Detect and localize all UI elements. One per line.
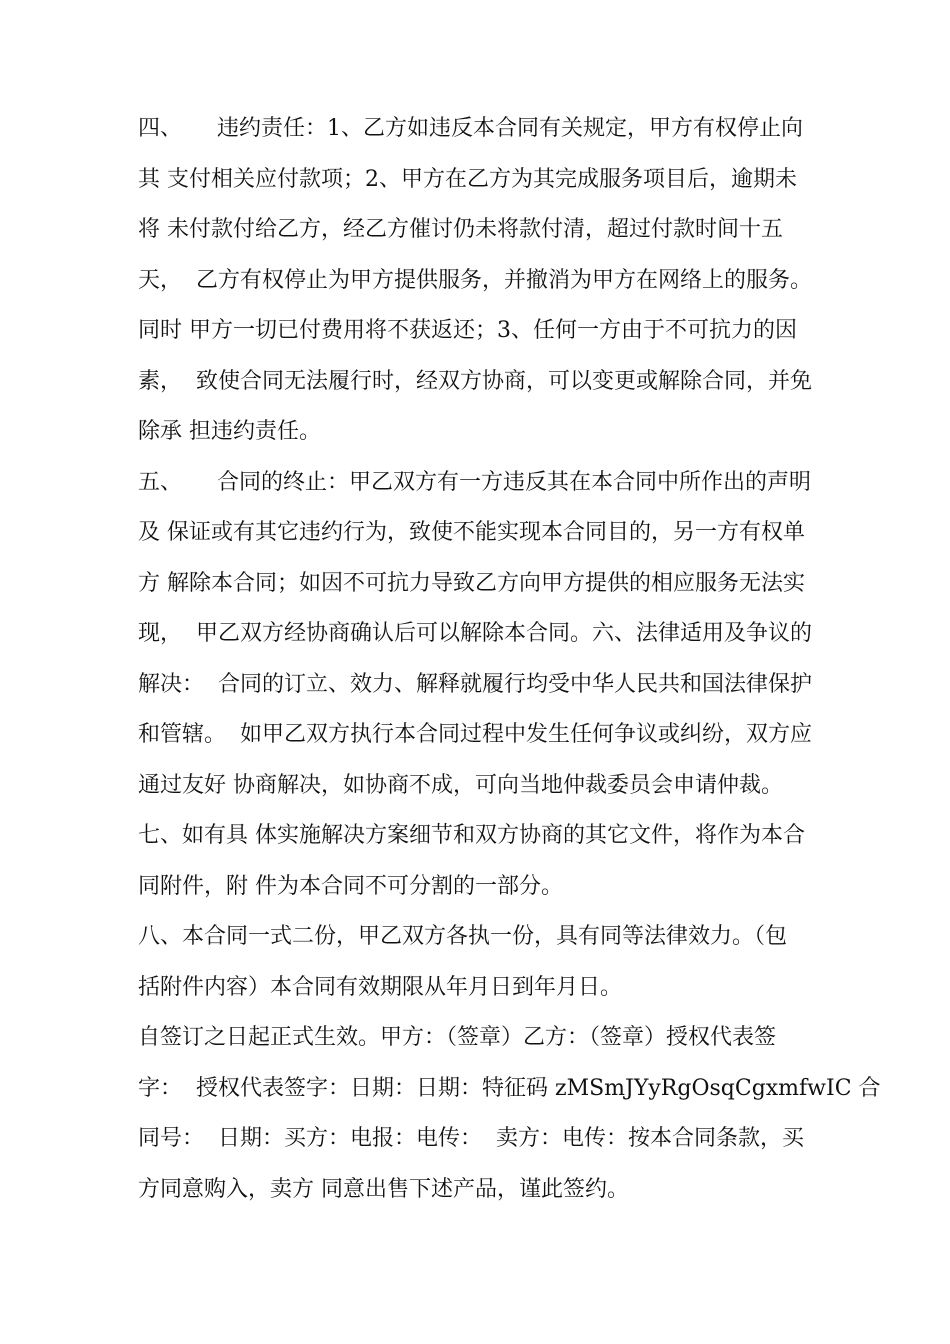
text-line: 将 未付款付给乙方，经乙方催讨仍未将款付清，超过付款时间十五 xyxy=(138,217,783,242)
document-body xyxy=(138,104,881,1215)
text-line: 同附件，附 件为本合同不可分割的一部分。 xyxy=(138,873,563,899)
text-line: 其 支付相关应付款项；2、甲方在乙方为其完成服务项目后，逾期未 xyxy=(138,166,797,192)
text-line: 方 解除本合同；如因不可抗力导致乙方向甲方提供的相应服务无法实 xyxy=(138,570,805,596)
text-line: 及 保证或有其它违约行为，致使不能实现本合同目的，另一方有权单 xyxy=(138,520,805,545)
text-line: 五、 合同的终止：甲乙双方有一方违反其在本合同中所作出的声明 xyxy=(138,469,811,495)
text-line: 同时 甲方一切已付费用将不获返还；3、任何一方由于不可抗力的因 xyxy=(138,318,797,343)
text-line: 天， 乙方有权停止为甲方提供服务，并撤消为甲方在网络上的服务。 xyxy=(138,267,812,293)
text-line: 八、本合同一式二份，甲乙双方各执一份，具有同等法律效力。（包 xyxy=(138,924,788,949)
text-line: 括附件内容）本合同有效期限从年月日到年月日。 xyxy=(138,974,623,1000)
text-line: 同号： 日期：买方：电报：电传： 卖方：电传：按本合同条款，买 xyxy=(138,1126,804,1151)
text-line: 解决： 合同的订立、效力、解释就履行均受中华人民共和国法律保护 xyxy=(138,671,812,697)
text-line: 自签订之日起正式生效。甲方：（签章）乙方：（签章）授权代表签 xyxy=(138,1025,777,1050)
text-line: 四、 违约责任：1、乙方如违反本合同有关规定，甲方有权停止向 xyxy=(138,116,803,141)
text-line: 字： 授权代表签字：日期：日期：特征码 zMSmJYyRgOsqCgxmfwIC 合 xyxy=(138,1075,881,1101)
text-line: 七、如有具 体实施解决方案细节和双方协商的其它文件，将作为本合 xyxy=(138,823,805,848)
text-line: 现， 甲乙双方经协商确认后可以解除本合同。六、法律适用及争议的 xyxy=(138,621,812,646)
text-line: 除承 担违约责任。 xyxy=(138,419,321,444)
text-line: 通过友好 协商解决，如协商不成，可向当地仲裁委员会申请仲裁。 xyxy=(138,772,783,798)
text-line: 和管辖。 如甲乙双方执行本合同过程中发生任何争议或纠纷，双方应 xyxy=(138,722,812,747)
text-line: 方同意购入，卖方 同意出售下述产品，谨此签约。 xyxy=(138,1176,629,1202)
text-line: 素， 致使合同无法履行时，经双方协商，可以变更或解除合同，并免 xyxy=(138,368,812,394)
